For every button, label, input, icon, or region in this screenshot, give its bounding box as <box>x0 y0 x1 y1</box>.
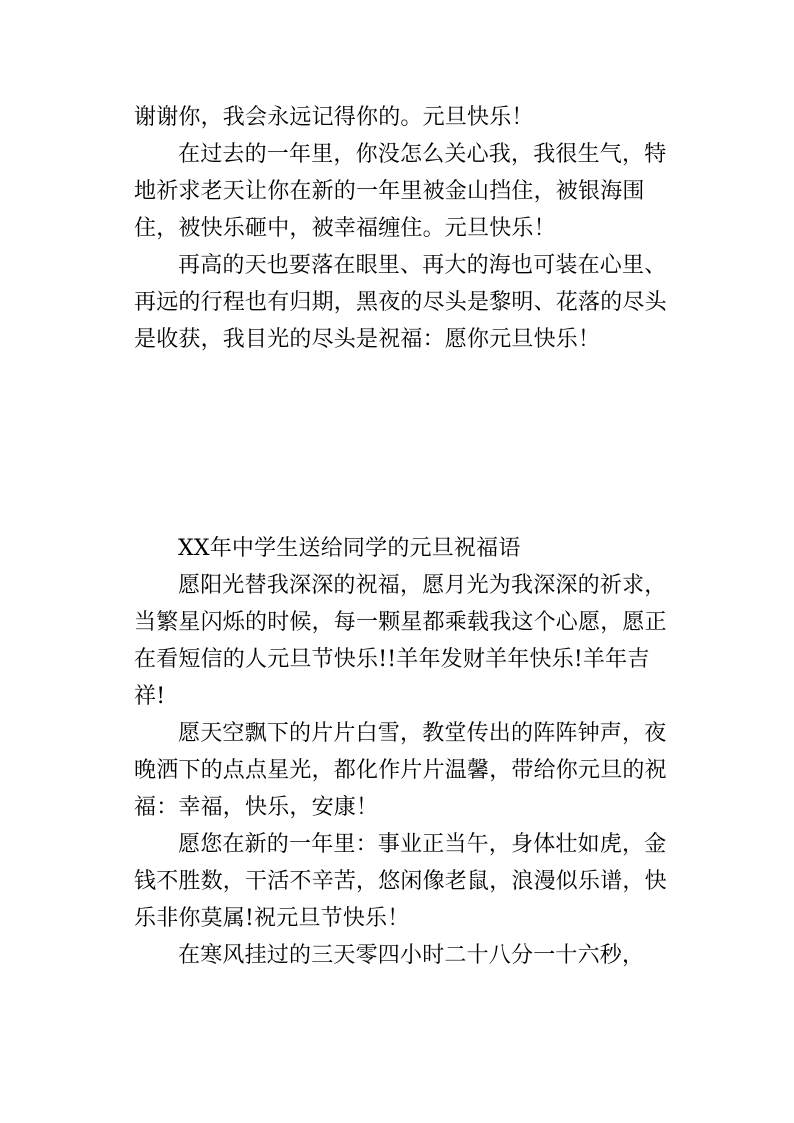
paragraph-1-2: 在过去的一年里，你没怎么关心我，我很生气，特地祈求老天让你在新的一年里被金山挡住，被银海围住，被快乐砸中，被幸福缠住。元旦快乐！ <box>134 142 667 241</box>
paragraph-1-1: 谢谢你，我会永远记得你的。元旦快乐！ <box>134 105 534 130</box>
section-2 <box>134 530 674 974</box>
paragraph-2-3: 愿您在新的一年里：事业正当午，身体壮如虎，金钱不胜数，干活不辛苦，悠闲像老鼠，浪漫似乐谱，快乐非你莫属!祝元旦节快乐！ <box>134 832 667 931</box>
paragraph-2-1: 愿阳光替我深深的祝福，愿月光为我深深的祈求，当繁星闪烁的时候，每一颗星都乘载我这个心愿，愿正在看短信的人元旦节快乐!!羊年发财羊年快乐!羊年吉祥! <box>134 573 667 709</box>
paragraph-2-2: 愿天空飘下的片片白雪，教堂传出的阵阵钟声，夜晚洒下的点点星光，都化作片片温馨，带给你元旦的祝福：幸福，快乐，安康！ <box>134 721 667 820</box>
section-1 <box>134 99 674 358</box>
paragraph-1-3: 再高的天也要落在眼里、再大的海也可装在心里、再远的行程也有归期，黑夜的尽头是黎明、花落的尽头是收获，我目光的尽头是祝福：愿你元旦快乐！ <box>134 253 667 352</box>
section-heading: XX年中学生送给同学的元旦祝福语 <box>178 536 521 561</box>
paragraph-2-4: 在寒风挂过的三天零四小时二十八分一十六秒， <box>178 943 645 968</box>
